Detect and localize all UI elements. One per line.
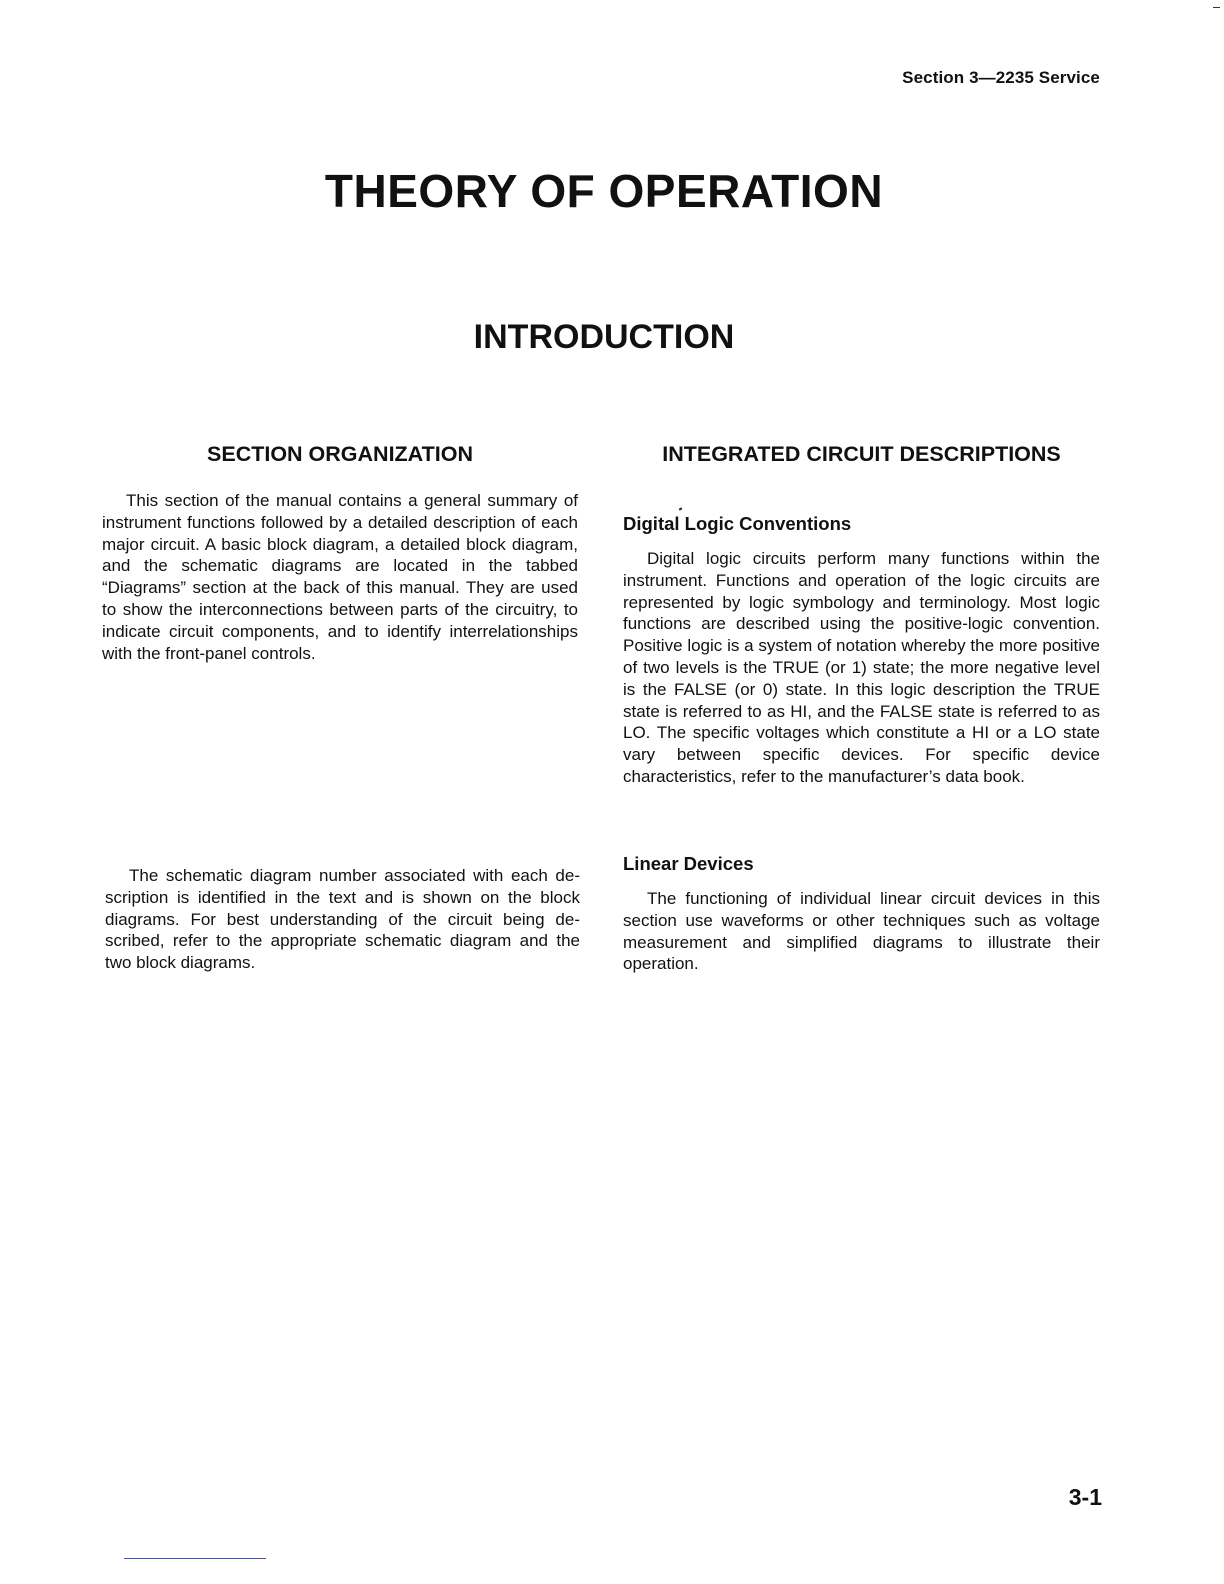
speck-mark [679, 507, 683, 510]
digital-logic-paragraph: Digital logic circuits perform many functions within the instrument. Functions and operation of the logic circuits are represented by logic symbology and terminology. Most logic functions are described using the positive-logic convention. Positive logic is a system of notation whereby the more positive of two levels is the TRUE (or 1) state; the more negative level is the FALSE (or 0) state. In this logic description the TRUE state is referred to as HI, and the FALSE state is referred to as LO. The specific voltages which constitute a HI or a LO state vary between specific devices. For specific device characteristics, refer to the manufacturer’s data book. [623, 549, 1100, 786]
section-organization-paragraph-1: This section of the manual contains a general summary of instrument functions followed by a detailed description of each major circuit. A basic block diagram, a detailed block diagram, and the schematic diagrams are located in the tabbed “Diagrams” section at the back of this manual. They are used to show the interconnections between parts of the circuitry, to indicate circuit components, and to identify interrelationships with the front-panel controls. [102, 491, 578, 663]
footer-rule [124, 1558, 266, 1559]
linear-devices-heading: Linear Devices [623, 853, 754, 874]
section-organization-text [102, 490, 578, 664]
section-header: Section 3—2235 Service [902, 68, 1100, 87]
page-title: THEORY OF OPERATION [324, 165, 884, 217]
introduction-heading: INTRODUCTION [473, 318, 735, 356]
edge-mark [1213, 7, 1220, 8]
section-organization-paragraph-2: The schematic diagram number associated with each description is identified in the text and is shown on the block diagrams. For best understanding of the circuit being described, refer to the appropriate schematic diagram and the two block diagrams. [105, 866, 580, 973]
digital-logic-conventions-heading: Digital Logic Conventions [623, 513, 852, 534]
linear-devices-text [623, 888, 1100, 975]
linear-devices-paragraph: The functioning of individual linear circuit devices in this section use waveforms or other techniques such as voltage measurement and simplified diagrams to illustrate their operation. [623, 889, 1100, 974]
digital-logic-text [623, 548, 1100, 788]
page-number: 3-1 [1068, 1484, 1102, 1510]
schematic-note-text [105, 865, 580, 974]
section-organization-heading: SECTION ORGANIZATION [207, 442, 473, 466]
integrated-circuit-descriptions-heading: INTEGRATED CIRCUIT DESCRIPTIONS [662, 442, 1061, 466]
